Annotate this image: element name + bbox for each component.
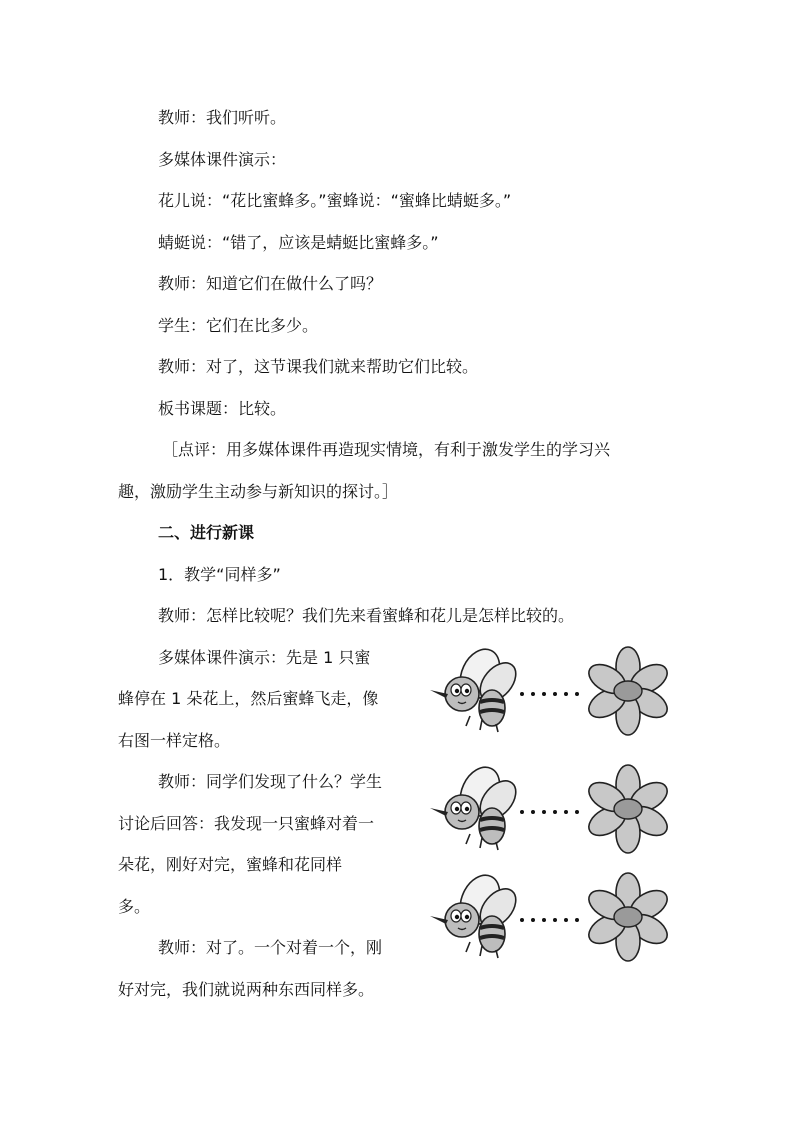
wrap-p3-line2: 好对完，我们就说两种东西同样多。 [118,980,375,999]
paragraph-3: 花儿说：“花比蜜蜂多。”蜜蜂说：“蜜蜂比蜻蜓多。” [158,191,512,210]
dotted-connector [520,692,579,696]
bee-flower-row-3 [422,872,672,962]
bee-flower-illustration [422,646,672,736]
comment-line-2: 趣，激励学生主动参与新知识的探讨。］ [118,482,399,501]
flower-icon [584,765,672,853]
bee-flower-row-2 [422,764,672,854]
section-heading: 二、进行新课 [158,523,255,542]
wrap-p2-line1: 教师：同学们发现了什么？学生 [158,772,383,791]
bee-flower-row-1 [422,646,672,736]
bee-icon [430,764,523,850]
paragraph-7: 教师：对了，这节课我们就来帮助它们比较。 [158,357,479,376]
wrap-p3-line1: 教师：对了。一个对着一个，刚 [158,938,383,957]
comment-line-1: ［点评：用多媒体课件再造现实情境，有利于激发学生的学习兴 [162,440,611,459]
wrap-p2-line3: 朵花，刚好对完，蜜蜂和花同样 [118,855,343,874]
flower-icon [584,647,672,735]
wrap-p2-line4: 多。 [118,897,151,916]
bee-icon [430,872,523,958]
bee-flower-illustration [422,872,672,962]
bee-flower-illustration [422,764,672,854]
bee-icon [430,646,523,732]
intro-paragraph: 教师：怎样比较呢？我们先来看蜜蜂和花儿是怎样比较的。 [158,606,575,625]
dotted-connector [520,918,579,922]
paragraph-2: 多媒体课件演示： [158,150,287,169]
dotted-connector [520,810,579,814]
wrap-p2-line2: 讨论后回答：我发现一只蜜蜂对着一 [118,814,375,833]
wrap-p1-line2: 蜂停在 1 朵花上，然后蜜蜂飞走，像 [118,689,379,708]
paragraph-8: 板书课题：比较。 [158,399,287,418]
paragraph-5: 教师：知道它们在做什么了吗？ [158,274,383,293]
wrap-p1-line1: 多媒体课件演示：先是 1 只蜜 [158,648,371,667]
flower-icon [584,873,672,961]
wrap-p1-line3: 右图一样定格。 [118,731,231,750]
paragraph-4: 蜻蜓说：“错了，应该是蜻蜓比蜜蜂多。” [158,233,439,252]
subsection-heading: 1．教学“同样多” [158,565,281,584]
paragraph-1: 教师：我们听听。 [158,108,287,127]
paragraph-6: 学生：它们在比多少。 [158,316,319,335]
